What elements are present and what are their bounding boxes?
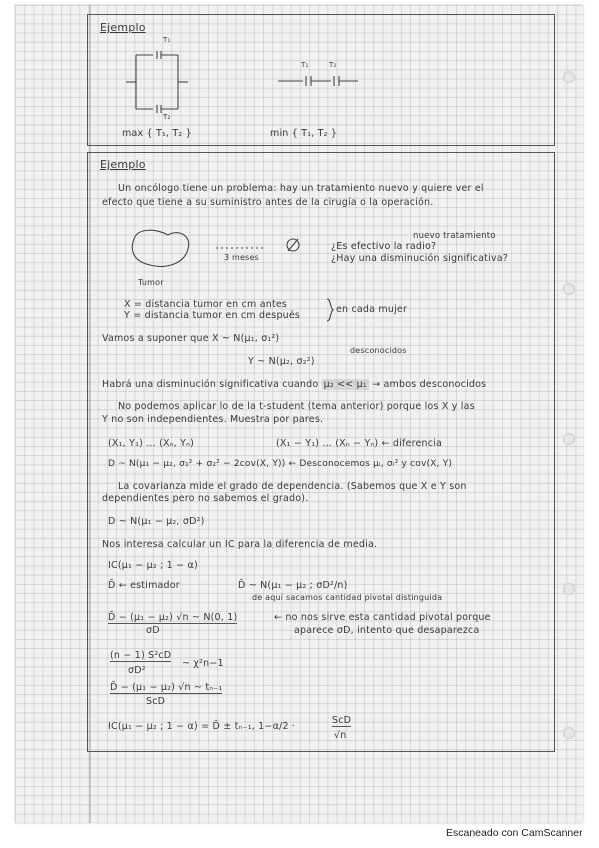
punch-hole: [563, 71, 575, 83]
punch-hole: [563, 433, 575, 445]
parallel-circuit-diagram: [126, 37, 186, 117]
example-2-title: Ejemplo: [100, 158, 146, 171]
notebook-page: [15, 5, 583, 823]
max-label: max { T₁, T₂ }: [122, 128, 192, 139]
new-treatment-label: nuevo tratamiento: [413, 231, 496, 241]
punch-hole: [563, 283, 575, 295]
pivot-numerator: D̄ − (μ₁ − μ₂) √n ~ N(0, 1): [108, 612, 238, 623]
example-1-title: Ejemplo: [100, 21, 146, 34]
not-apply-line-2: Y no son independientes. Muestra por pares.: [102, 414, 324, 425]
mu-condition: μ₂ << μ₁: [323, 379, 367, 390]
months-label: 3 meses: [224, 253, 260, 262]
series-t2-label: T₂: [329, 61, 337, 69]
punch-hole: [563, 583, 575, 595]
example-1-box: [87, 14, 555, 146]
final-numerator: ScD: [332, 715, 352, 726]
example-2-box: [87, 152, 555, 752]
covariance-line-2: dependientes pero no sabemos el grado).: [102, 493, 309, 504]
estimator-label: D̄ ← estimador: [108, 580, 180, 591]
unknown-label: desconocidos: [350, 346, 407, 355]
t-denominator: ScD: [146, 696, 166, 707]
question-2: ¿Hay una disminución significativa?: [331, 253, 508, 264]
not-apply-line-1: No podemos aplicar lo de la t-student (tema anterior) porque los X y las: [118, 401, 475, 412]
pivot-comment-1: ← no nos sirve esta cantidad pivotal porque: [274, 612, 491, 623]
parallel-t1-label: T₁: [163, 36, 171, 44]
tumor-label: Tumor: [138, 278, 164, 287]
intro-line-1: Un oncólogo tiene un problema: hay un tratamiento nuevo y quiere ver el: [118, 183, 484, 194]
brace: [326, 298, 334, 322]
min-label: min { T₁, T₂ }: [270, 128, 338, 139]
empty-set-icon: [285, 237, 301, 253]
tumor-drawing: [126, 225, 196, 271]
both-unknown: → ambos desconocidos: [372, 379, 487, 390]
pivot-comment-2: aparece σD, intento que desaparezca: [294, 625, 480, 636]
series-t1-label: T₁: [301, 61, 309, 69]
chi-denominator: σD²: [128, 665, 146, 676]
pairs-difference: (X₁ − Y₁) ... (Xₙ − Yₙ) ← diferencia: [276, 438, 443, 449]
dbar-distribution: D̄ ~ N(μ₁ − μ₂ ; σD²/n): [238, 580, 348, 591]
d-distribution-short: D ~ N(μ₁ − μ₂, σD²): [108, 516, 205, 527]
y-distribution: Y ~ N(μ₂, σ₂²): [248, 356, 315, 367]
interest-line: Nos interesa calcular un IC para la diferencia de media.: [102, 539, 378, 550]
d-distribution: D ~ N(μ₁ − μ₂, σ₁² + σ₂² − 2cov(X, Y)) ← Desconocemos μᵢ, σᵢ² y cov(X, Y): [108, 459, 453, 469]
camscanner-footer: Escaneado con CamScanner: [446, 827, 583, 839]
intro-line-2: efecto que tiene a su suministro antes de la cirugía o la operación.: [102, 197, 434, 208]
dotted-arrow: [216, 245, 266, 251]
series-circuit-diagram: [278, 71, 358, 91]
final-denominator: √n: [334, 730, 347, 741]
t-numerator: D̄ − (μ₁ − μ₂) √n ~ tₙ₋₁: [110, 682, 223, 693]
chi-distribution: ~ χ²n−1: [182, 658, 224, 669]
pairs-xy: (X₁, Y₁) ... (Xₙ, Yₙ): [108, 438, 195, 449]
final-ic: IC(μ₁ − μ₂ ; 1 − α) = D̄ ± tₙ₋₁, 1−α/2 ·: [108, 721, 296, 732]
significant-line: [102, 379, 486, 390]
suppose-line: Vamos a suponer que X ~ N(μ₁, σ₁²): [102, 333, 280, 344]
chi-numerator: (n − 1) S²cD: [110, 650, 172, 661]
significant-text: Habrá una disminución significativa cuando: [102, 379, 319, 390]
question-1: ¿Es efectivo la radio?: [331, 241, 437, 252]
x-definition: X = distancia tumor en cm antes: [124, 299, 288, 310]
ic-label: IC(μ₁ − μ₂ ; 1 − α): [108, 560, 198, 571]
each-woman-label: en cada mujer: [336, 304, 408, 315]
parallel-t2-label: T₂: [163, 113, 171, 121]
pivot-note: de aquí sacamos cantidad pivotal distinguida: [252, 593, 443, 602]
pivot-denominator: σD: [146, 625, 160, 636]
y-definition: Y = distancia tumor en cm después: [124, 310, 301, 321]
covariance-line-1: La covarianza mide el grado de dependencia. (Sabemos que X e Y son: [118, 481, 467, 492]
punch-hole: [563, 727, 575, 739]
